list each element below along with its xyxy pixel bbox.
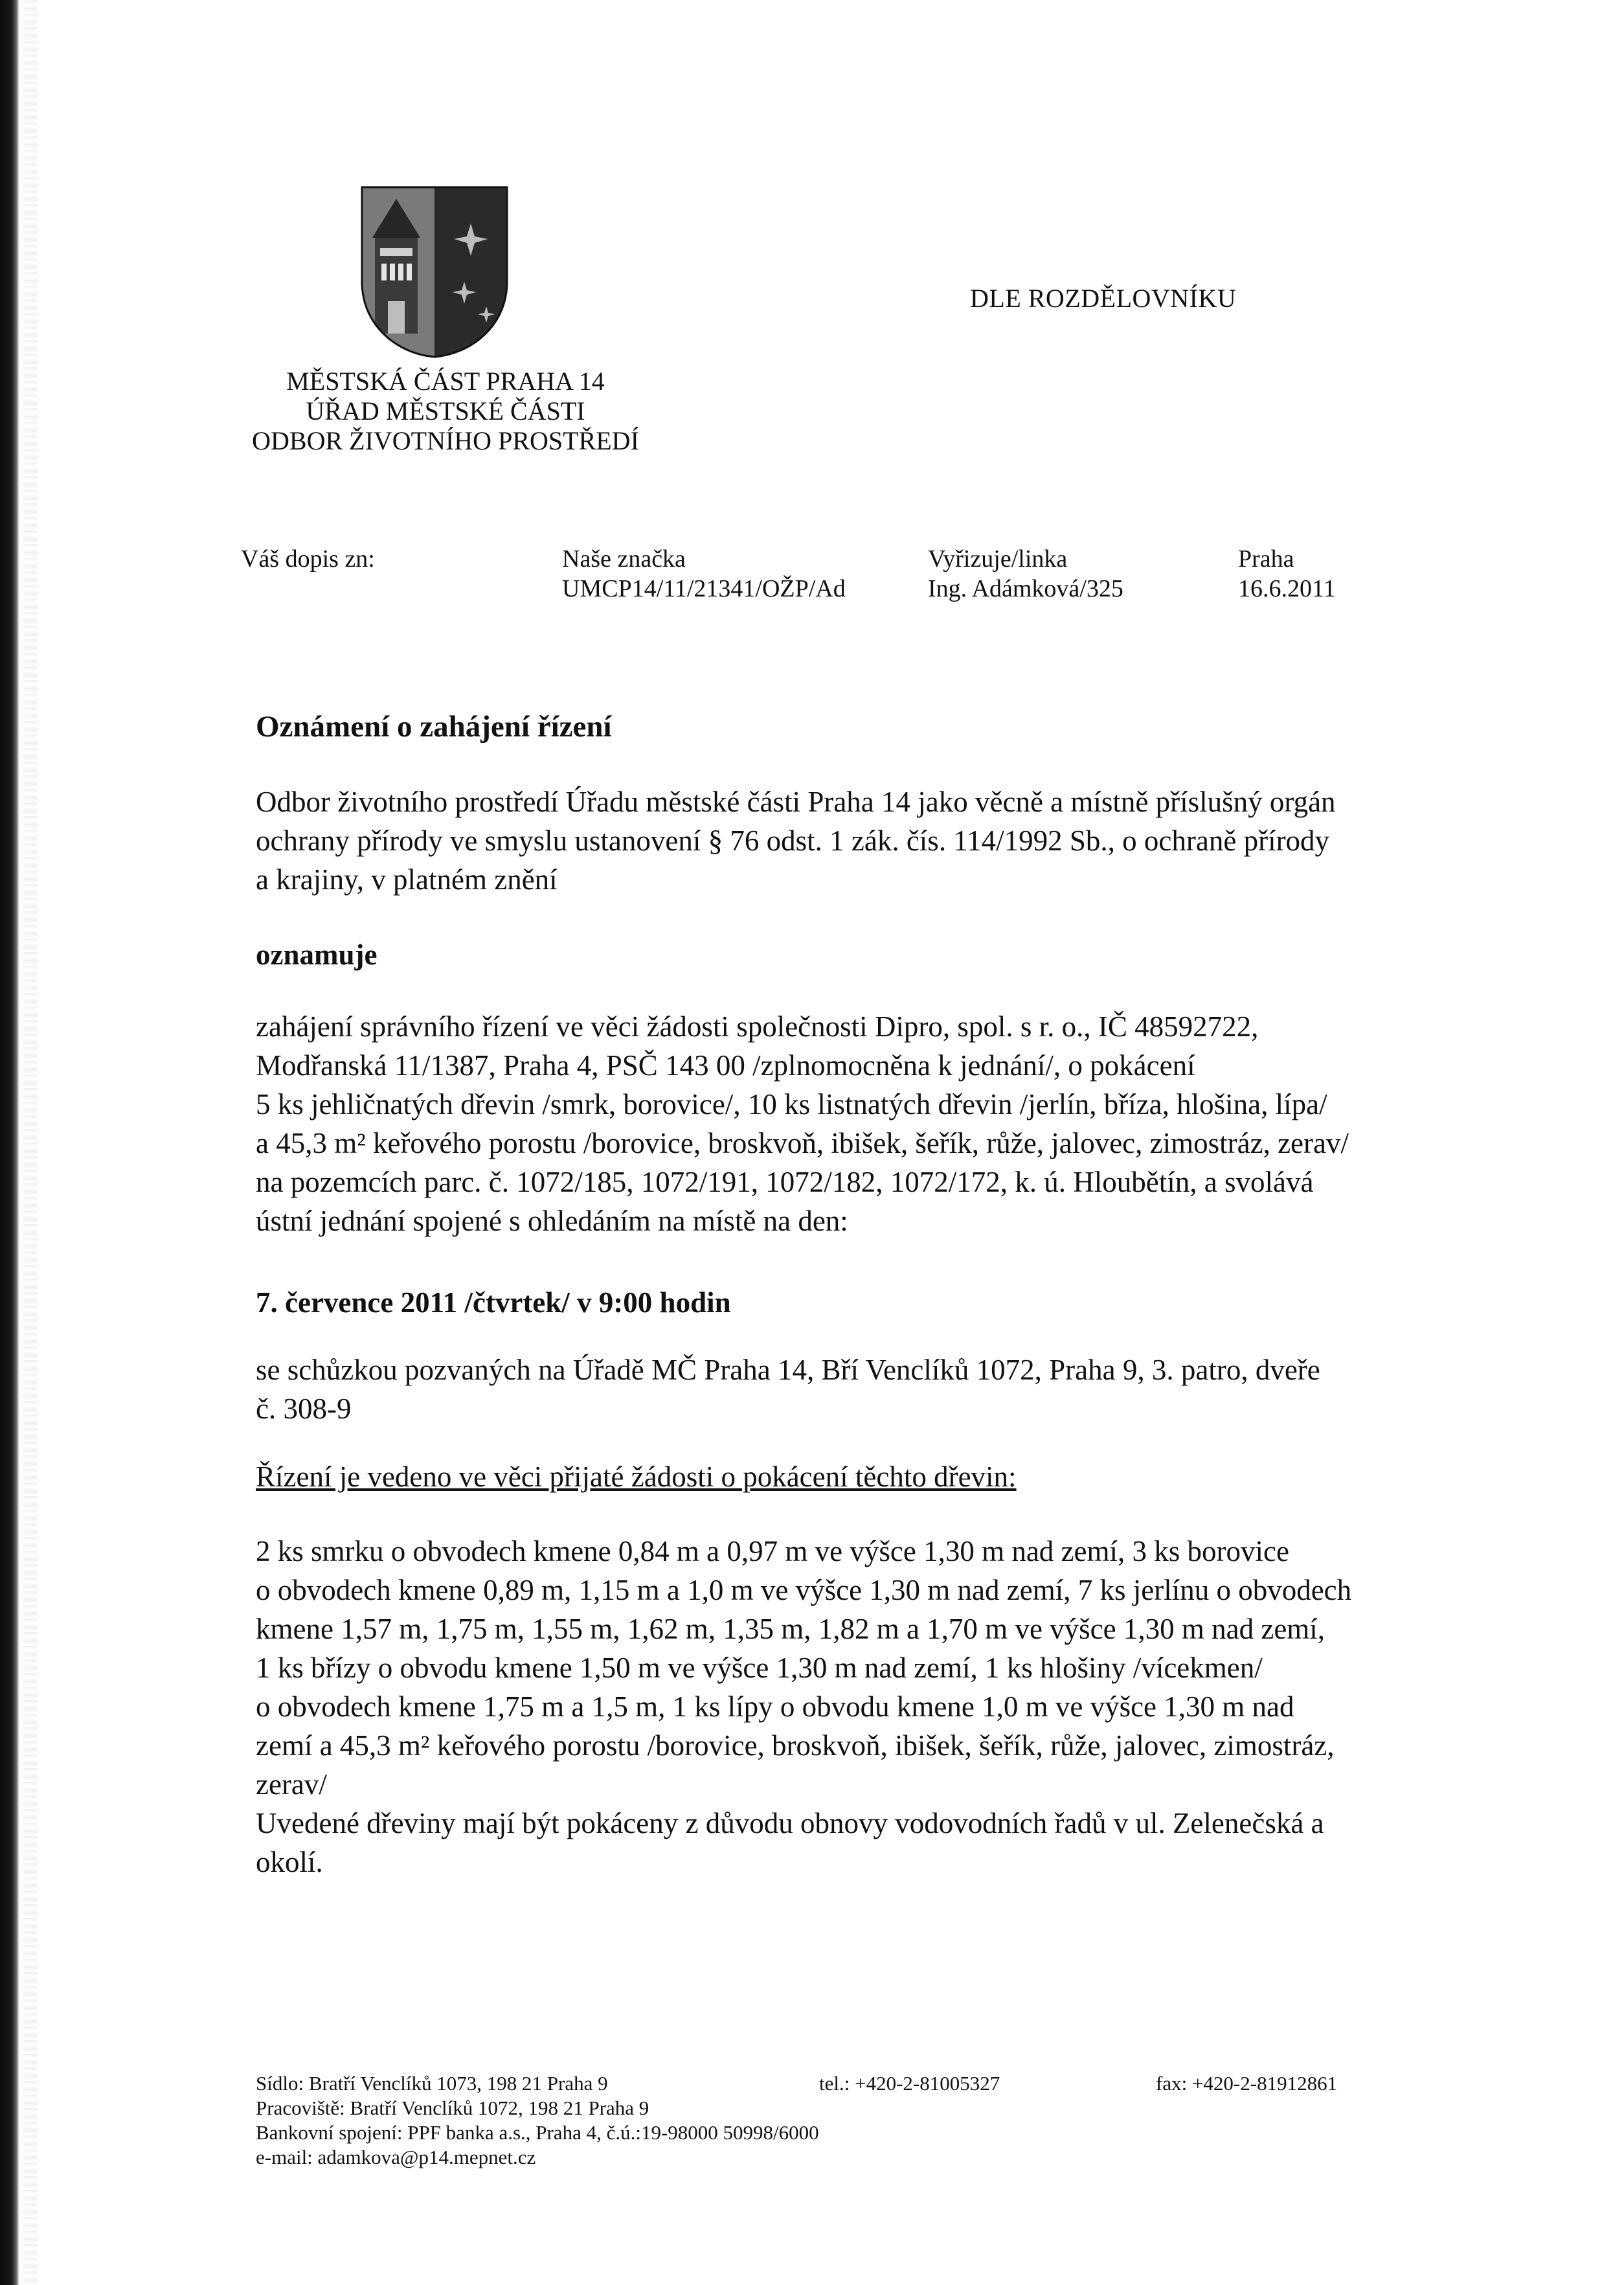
meeting-date: 7. července 2011 /čtvrtek/ v 9:00 hodin [256, 1286, 731, 1319]
announces-heading: oznamuje [256, 938, 378, 971]
date: 16.6.2011 [1238, 575, 1336, 602]
meeting-place-line: č. 308-9 [256, 1393, 352, 1425]
trees-line: o obvodech kmene 0,89 m, 1,15 m a 1,0 m ve výšce 1,30 m nad zemí, 7 ks jerlínu o obvodech [256, 1574, 1352, 1606]
footer-bank: Bankovní spojení: PPF banka a.s., Praha 4, č.ú.:19-98000 50998/6000 [256, 2121, 819, 2144]
subject-heading: Řízení je vedeno ve věci přijaté žádosti o pokácení těchto dřevin: [256, 1461, 1017, 1493]
reason-line: okolí. [256, 1846, 323, 1878]
handled-by [928, 544, 1123, 604]
meeting-place-line: se schůzkou pozvaných na Úřadě MČ Praha 14, Bří Venclíků 1072, Praha 9, 3. patro, dveře [256, 1354, 1320, 1386]
trees-line: 2 ks smrku o obvodech kmene 0,84 m a 0,97 m ve výšce 1,30 m nad zemí, 3 ks borovice [256, 1535, 1289, 1567]
proceeding-line: zahájení správního řízení ve věci žádosti společnosti Dipro, spol. s r. o., IČ 48592722, [256, 1010, 1259, 1043]
recipient-line: DLE ROZDĚLOVNÍKU [970, 284, 1237, 313]
proceeding-line: a 45,3 m² keřového porostu /borovice, broskvoň, ibišek, šeřík, růže, jalovec, zimostráz, zerav/ [256, 1127, 1349, 1159]
footer-workplace: Pracoviště: Bratří Venclíků 1072, 198 21 Praha 9 [256, 2097, 649, 2119]
our-ref-value: UMCP14/11/21341/OŽP/Ad [562, 575, 846, 602]
scan-speckle [23, 0, 38, 2285]
trees-line: kmene 1,57 m, 1,75 m, 1,55 m, 1,62 m, 1,35 m, 1,82 m a 1,70 m ve výšce 1,30 m nad zemí, [256, 1613, 1325, 1645]
our-reference [562, 544, 846, 604]
footer-tel: tel.: +420-2-81005327 [819, 2072, 1000, 2095]
intro-paragraph [256, 782, 1412, 899]
footer-fax: fax: +420-2-81912861 [1156, 2072, 1338, 2095]
office-line-3: ODBOR ŽIVOTNÍHO PROSTŘEDÍ [252, 426, 639, 455]
trees-paragraph [256, 1532, 1412, 1881]
footer-email[interactable]: e-mail: adamkova@p14.mepnet.cz [256, 2146, 536, 2168]
footer-seat: Sídlo: Bratří Venclíků 1073, 198 21 Praha 9 [256, 2072, 608, 2095]
office-line-1: MĚSTSKÁ ČÁST PRAHA 14 [286, 367, 605, 396]
office-line-2: ÚŘAD MĚSTSKÉ ČÁSTI [306, 396, 585, 426]
place-date [1238, 544, 1336, 604]
proceeding-line: na pozemcích parc. č. 1072/185, 1072/191, 1072/182, 1072/172, k. ú. Hloubětín, a svolává [256, 1166, 1314, 1198]
proceeding-line: Modřanská 11/1387, Praha 4, PSČ 143 00 /zplnomocněna k jednání/, o pokácení [256, 1049, 1195, 1082]
intro-line: ochrany přírody ve smyslu ustanovení § 76 odst. 1 zák. čís. 114/1992 Sb., o ochraně přírody [256, 824, 1330, 857]
proceeding-line: 5 ks jehličnatých dřevin /smrk, borovice/, 10 ks listnatých dřevin /jerlín, bříza, hlošina, lípa/ [256, 1088, 1327, 1120]
document-title: Oznámení o zahájení řízení [256, 710, 612, 744]
proceeding-paragraph [256, 1007, 1412, 1240]
trees-line: o obvodech kmene 1,75 m a 1,5 m, 1 ks lípy o obvodu kmene 1,0 m ve výšce 1,30 m nad [256, 1690, 1294, 1723]
your-letter-label: Váš dopis zn: [241, 545, 375, 573]
place: Praha [1238, 545, 1294, 573]
handled-label: Vyřizuje/linka [928, 545, 1068, 573]
trees-line: zerav/ [256, 1768, 327, 1801]
intro-line: Odbor životního prostředí Úřadu městské části Praha 14 jako věcně a místně příslušný orgán [256, 786, 1336, 818]
trees-line: zemí a 45,3 m² keřového porostu /borovice, broskvoň, ibišek, šeřík, růže, jalovec, zimostráz, [256, 1729, 1335, 1762]
meeting-place-paragraph [256, 1350, 1412, 1428]
coat-of-arms-icon [359, 185, 510, 359]
trees-line: 1 ks břízy o obvodu kmene 1,50 m ve výšce 1,30 m nad zemí, 1 ks hlošiny /vícekmen/ [256, 1652, 1263, 1684]
intro-line: a krajiny, v platném znění [256, 863, 558, 896]
proceeding-line: ústní jednání spojené s ohledáním na místě na den: [256, 1205, 848, 1237]
our-ref-label: Naše značka [562, 545, 686, 573]
handled-value: Ing. Adámková/325 [928, 575, 1123, 602]
reason-line: Uvedené dřeviny mají být pokáceny z důvodu obnovy vodovodních řadů v ul. Zelenečská a [256, 1807, 1324, 1839]
office-header [238, 367, 653, 456]
scan-edge-shadow [0, 0, 19, 2285]
